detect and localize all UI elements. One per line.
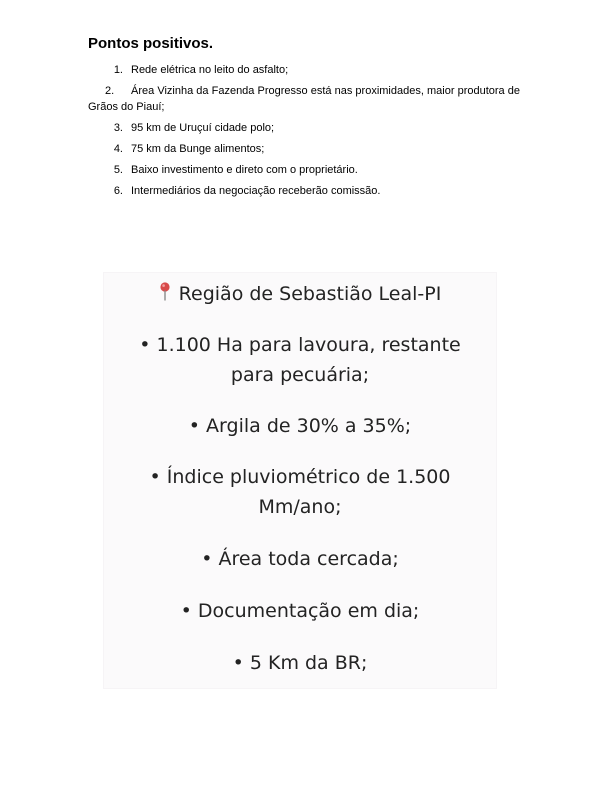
list-item-text: 75 km da Bunge alimentos; [131, 143, 265, 155]
list-item-number: 1. [113, 64, 123, 76]
list-item [88, 83, 520, 115]
list-item-number: 5. [113, 164, 123, 176]
card-line-hectares: • 1.100 Ha para lavoura, restante [139, 334, 461, 356]
card-line-hectares-cont: para pecuária; [230, 364, 370, 386]
list-item [88, 120, 520, 136]
property-info-image [104, 273, 496, 688]
list-item-text: Intermediários da negociação receberão comissão. [131, 185, 381, 197]
card-line-fenced: • Área toda cercada; [201, 548, 399, 570]
list-item-text: Baixo investimento e direto com o proprietário. [131, 164, 358, 176]
card-line-distance-br: • 5 Km da BR; [232, 652, 368, 674]
map-pin-icon [159, 282, 171, 302]
card-title-line [104, 279, 496, 309]
positive-points-list [88, 62, 520, 204]
list-item-number: 4. [113, 143, 123, 155]
list-item-number: 6. [113, 185, 123, 197]
list-item-text: Rede elétrica no leito do asfalto; [131, 64, 289, 76]
card-line-documentation: • Documentação em dia; [180, 600, 420, 622]
list-item [88, 162, 520, 178]
list-item-number: 3. [113, 122, 123, 134]
list-item [88, 141, 520, 157]
card-line-rainfall-cont: Mm/ano; [258, 496, 342, 518]
card-line-clay: • Argila de 30% a 35%; [188, 415, 412, 437]
list-item-number: 2. [105, 85, 115, 97]
list-item-text: 95 km de Uruçuí cidade polo; [131, 122, 275, 134]
list-item [88, 62, 520, 78]
list-item-text: Área Vizinha da Fazenda Progresso está nas proximidades, maior produtora de Grãos do Piauí; [88, 85, 520, 113]
list-item [88, 183, 520, 199]
section-heading: Pontos positivos. [88, 35, 214, 52]
card-title: Região de Sebastião Leal-PI [178, 283, 442, 305]
card-line-rainfall: • Índice pluviométrico de 1.500 [149, 466, 451, 488]
